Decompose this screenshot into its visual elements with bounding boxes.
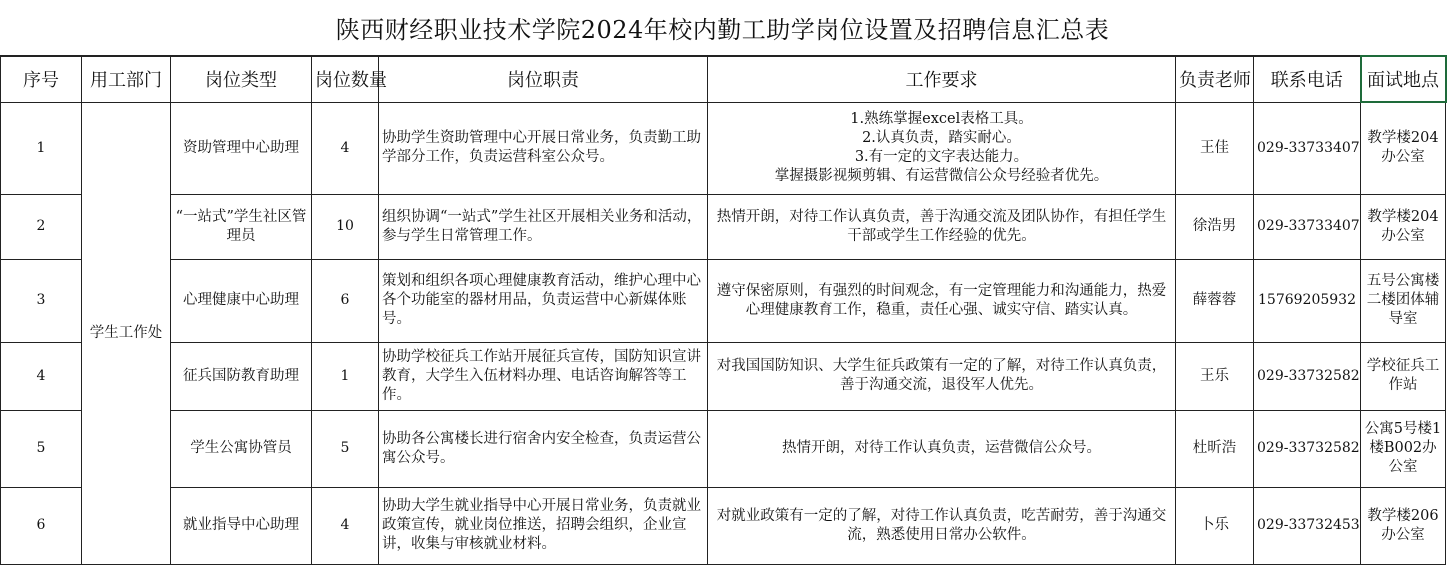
- header-dept[interactable]: 用工部门: [82, 56, 171, 102]
- req-line: 遵守保密原则，有强烈的时间观念，有一定管理能力和沟通能力，热爱心理健康教育工作，稳重，责任心强、诚实守信、踏实认真。: [716, 282, 1167, 318]
- duty-cell[interactable]: 协助学生资助管理中心开展日常业务，负责勤工助学部分工作，负责运营科室公众号。: [379, 102, 708, 194]
- req-line: 掌握摄影视频剪辑、有运营微信公众号经验者优先。: [774, 168, 1109, 184]
- header-duty[interactable]: 岗位职责: [379, 56, 708, 102]
- type-cell[interactable]: 学生公寓协管员: [171, 410, 312, 487]
- table-row: [1, 342, 1446, 410]
- type-cell[interactable]: 征兵国防教育助理: [171, 342, 312, 410]
- seq-cell[interactable]: 2: [1, 194, 82, 259]
- header-teacher[interactable]: 负责老师: [1176, 56, 1254, 102]
- header-place[interactable]: 面试地点: [1361, 56, 1446, 102]
- header-phone[interactable]: 联系电话: [1254, 56, 1361, 102]
- header-seq[interactable]: 序号: [1, 56, 82, 102]
- duty-cell[interactable]: 协助各公寓楼长进行宿舍内安全检查，负责运营公寓公众号。: [379, 410, 708, 487]
- count-cell[interactable]: 4: [312, 102, 379, 194]
- count-cell[interactable]: 10: [312, 194, 379, 259]
- req-cell[interactable]: [708, 487, 1176, 564]
- count-cell[interactable]: 5: [312, 410, 379, 487]
- header-count[interactable]: 岗位数量: [312, 56, 379, 102]
- duty-cell[interactable]: 组织协调“一站式”学生社区开展相关业务和活动，参与学生日常管理工作。: [379, 194, 708, 259]
- req-cell[interactable]: [708, 194, 1176, 259]
- place-cell[interactable]: 学校征兵工作站: [1361, 342, 1446, 410]
- header-type[interactable]: 岗位类型: [171, 56, 312, 102]
- table-row: [1, 194, 1446, 259]
- req-line: 对就业政策有一定的了解，对待工作认真负责，吃苦耐劳，善于沟通交流，熟悉使用日常办公软件。: [716, 507, 1167, 543]
- teacher-cell[interactable]: 王佳: [1176, 102, 1254, 194]
- req-cell[interactable]: [708, 410, 1176, 487]
- type-cell[interactable]: 就业指导中心助理: [171, 487, 312, 564]
- req-line: 1.熟练掌握excel表格工具。: [850, 111, 1033, 127]
- place-cell[interactable]: 公寓5号楼1楼B002办公室: [1361, 410, 1446, 487]
- req-line: 对我国国防知识、大学生征兵政策有一定的了解，对待工作认真负责，善于沟通交流，退役军人优先。: [716, 358, 1167, 393]
- seq-cell[interactable]: 6: [1, 487, 82, 564]
- seq-cell[interactable]: 3: [1, 259, 82, 342]
- place-cell[interactable]: 教学楼204办公室: [1361, 102, 1446, 194]
- type-cell[interactable]: 心理健康中心助理: [171, 259, 312, 342]
- teacher-cell[interactable]: 杜昕浩: [1176, 410, 1254, 487]
- teacher-cell[interactable]: 卜乐: [1176, 487, 1254, 564]
- table-row: [1, 487, 1446, 564]
- table-row: [1, 410, 1446, 487]
- seq-cell[interactable]: 5: [1, 410, 82, 487]
- type-cell[interactable]: 资助管理中心助理: [171, 102, 312, 194]
- req-cell[interactable]: [708, 342, 1176, 410]
- count-cell[interactable]: 6: [312, 259, 379, 342]
- duty-cell[interactable]: 策划和组织各项心理健康教育活动，维护心理中心各个功能室的器材用品，负责运营中心新媒体账号。: [379, 259, 708, 342]
- req-cell[interactable]: [708, 102, 1176, 194]
- place-cell[interactable]: 五号公寓楼二楼团体辅导室: [1361, 259, 1446, 342]
- place-cell[interactable]: 教学楼206办公室: [1361, 487, 1446, 564]
- header-row: [1, 56, 1446, 102]
- header-req[interactable]: 工作要求: [708, 56, 1176, 102]
- table-row: [1, 102, 1446, 194]
- req-line: 热情开朗，对待工作认真负责，运营微信公众号。: [782, 440, 1101, 456]
- phone-cell[interactable]: 029-33732582: [1254, 410, 1361, 487]
- job-table: [0, 55, 1447, 565]
- count-cell[interactable]: 4: [312, 487, 379, 564]
- duty-cell[interactable]: 协助学校征兵工作站开展征兵宣传，国防知识宣讲教育，大学生入伍材料办理、电话咨询解答等工作。: [379, 342, 708, 410]
- sheet-title: 陕西财经职业技术学院2024年校内勤工助学岗位设置及招聘信息汇总表: [0, 0, 1445, 56]
- teacher-cell[interactable]: 徐浩男: [1176, 194, 1254, 259]
- phone-cell[interactable]: 029-33732453: [1254, 487, 1361, 564]
- duty-cell[interactable]: 协助大学生就业指导中心开展日常业务，负责就业政策宣传，就业岗位推送，招聘会组织，企业宣讲，收集与审核就业材料。: [379, 487, 708, 564]
- phone-cell[interactable]: 029-33732582: [1254, 342, 1361, 410]
- place-cell[interactable]: 教学楼204办公室: [1361, 194, 1446, 259]
- type-cell[interactable]: “一站式”学生社区管理员: [171, 194, 312, 259]
- count-cell[interactable]: 1: [312, 342, 379, 410]
- teacher-cell[interactable]: 薛蓉蓉: [1176, 259, 1254, 342]
- req-line: 热情开朗，对待工作认真负责，善于沟通交流及团队协作，有担任学生干部或学生工作经验的优先。: [716, 208, 1167, 244]
- req-line: 2.认真负责，踏实耐心。: [862, 130, 1021, 146]
- seq-cell[interactable]: 4: [1, 342, 82, 410]
- teacher-cell[interactable]: 王乐: [1176, 342, 1254, 410]
- req-line: 3.有一定的文字表达能力。: [854, 149, 1029, 165]
- phone-cell[interactable]: 029-33733407: [1254, 102, 1361, 194]
- table-row: [1, 259, 1446, 342]
- req-cell[interactable]: [708, 259, 1176, 342]
- phone-cell[interactable]: 029-33733407: [1254, 194, 1361, 259]
- phone-cell[interactable]: 15769205932: [1254, 259, 1361, 342]
- seq-cell[interactable]: 1: [1, 102, 82, 194]
- dept-cell[interactable]: 学生工作处: [82, 102, 171, 564]
